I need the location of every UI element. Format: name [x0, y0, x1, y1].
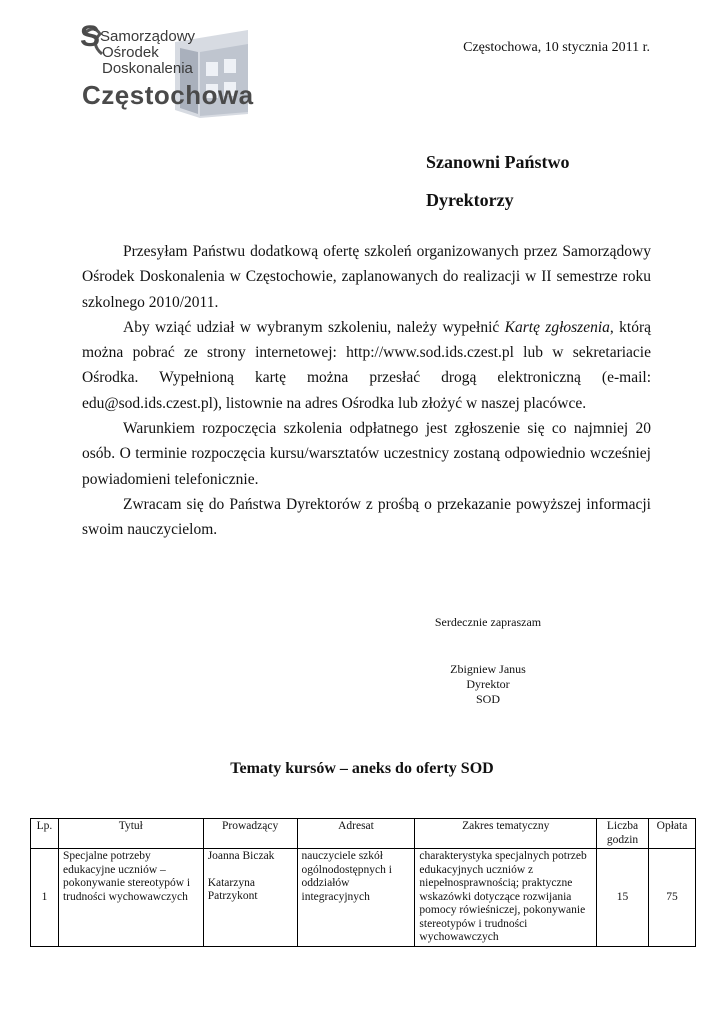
header-lecturer: Prowadzący [203, 819, 297, 849]
letter-body [82, 239, 651, 543]
table-row [31, 849, 696, 947]
paragraph-1: Przesyłam Państwu dodatkową ofertę szkoleń organizowanych przez Samorządowy Ośrodek Doskonalenia w Częstochowie, zaplanowanych do realizacji w II semestrze roku szkolnego 2010/2011. [82, 243, 651, 311]
form-name: Kartę zgłoszenia [504, 318, 610, 336]
logo-line-1: Samorządowy [100, 28, 196, 45]
lecturer-1: Joanna Biczak [207, 850, 275, 862]
cell-fee: 75 [649, 849, 696, 947]
logo-city: Częstochowa [82, 80, 254, 110]
paragraph-2 [82, 315, 651, 416]
signer-role: Dyrektor [466, 677, 510, 691]
signer-org: SOD [475, 692, 500, 706]
closing: Serdecznie zapraszam [434, 615, 542, 629]
logo-line-2: Ośrodek [102, 44, 159, 61]
letter-date: Częstochowa, 10 stycznia 2011 r. [463, 40, 650, 55]
logo-letter-s: S [80, 20, 101, 53]
cell-audience: nauczyciele szkół ogólnodostępnych i oddziałów integracyjnych [297, 849, 415, 947]
annex-title: Tematy kursów – aneks do oferty SOD [230, 760, 494, 777]
cell-hours: 15 [597, 849, 649, 947]
table-header-row [31, 819, 696, 849]
paragraph-3: Warunkiem rozpoczęcia szkolenia odpłatnego jest zgłoszenie się co najmniej 20 osób. O terminie rozpoczęcia kursu/warsztatów uczestnicy zostaną odpowiednio wcześniej powiadomieni telefonicznie. [82, 420, 651, 488]
header-fee: Opłata [649, 819, 696, 849]
logo-line-3: Doskonalenia [102, 60, 193, 77]
signature-block [388, 662, 588, 707]
paragraph-2-text-cont: , którą można pobrać ze strony internetowej: http://www.sod.ids.czest.pl lub w sekretariacie Ośrodka. Wypełnioną kartę można przesłać drogą elektroniczną (e-mail: edu@sod.ids.czest.pl), listownie na adres Ośrodka lub złożyć w naszej placówce. [82, 318, 651, 412]
cell-lp: 1 [31, 849, 59, 947]
header-audience: Adresat [297, 819, 415, 849]
greeting-line-1: Szanowni Państwo [426, 152, 570, 172]
lecturer-2: Katarzyna Patrzykont [207, 876, 258, 902]
header-hours: Liczba godzin [597, 819, 649, 849]
header-title: Tytuł [58, 819, 203, 849]
signer-name: Zbigniew Janus [450, 662, 526, 676]
greeting-line-2: Dyrektorzy [426, 190, 514, 210]
sod-logo [80, 20, 254, 122]
cell-title: Specjalne potrzeby edukacyjne uczniów – pokonywanie stereotypów i trudności wychowawczych [58, 849, 203, 947]
header-lp: Lp. [31, 819, 59, 849]
cell-lecturer [203, 849, 297, 947]
paragraph-2-text: Aby wziąć udział w wybranym szkoleniu, należy wypełnić [123, 318, 505, 336]
paragraph-4: Zwracam się do Państwa Dyrektorów z prośbą o przekazanie powyższej informacji swoim nauczycielom. [82, 495, 651, 539]
courses-table [30, 818, 696, 947]
header-scope: Zakres tematyczny [415, 819, 597, 849]
cell-scope: charakterystyka specjalnych potrzeb edukacyjnych uczniów z niepełnosprawnością; praktyczne wskazówki dotyczące rozwijania pomocy rówieśniczej, pokonywanie stereotypów i trudności wychowawczych [415, 849, 597, 947]
